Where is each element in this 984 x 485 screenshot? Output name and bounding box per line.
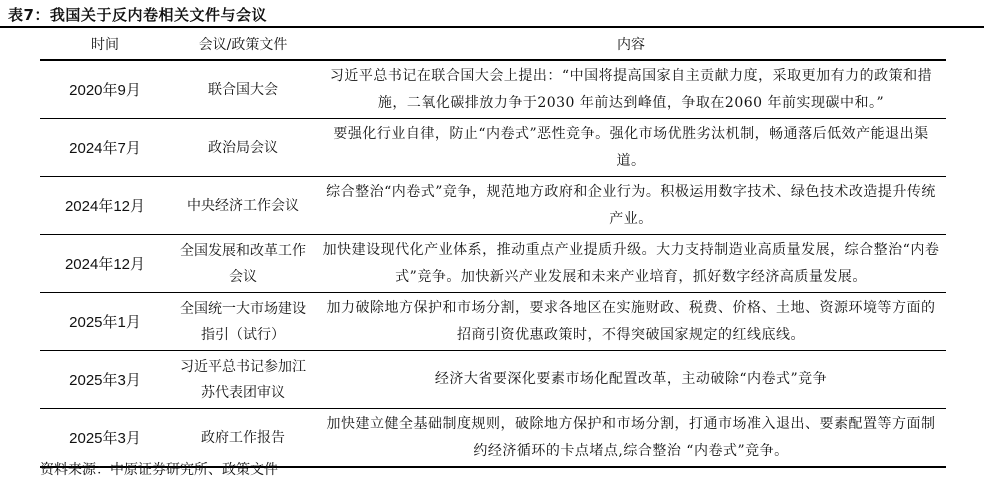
header-content: 内容 [316, 28, 946, 60]
row-time: 2025年3月 [40, 351, 170, 409]
table-row [40, 60, 946, 119]
table-title: 表7：我国关于反内卷相关文件与会议 [8, 6, 267, 24]
row-meeting: 习近平总书记参加江苏代表团审议 [170, 351, 316, 409]
table-header-row [40, 28, 946, 60]
row-time: 2025年1月 [40, 293, 170, 351]
source-note: 资料来源：中原证券研究所、政策文件 [40, 462, 278, 478]
table-row [40, 293, 946, 351]
row-meeting: 政府工作报告 [170, 409, 316, 468]
row-content: 加快建设现代化产业体系，推动重点产业提质升级。大力支持制造业高质量发展，综合整治“内卷式”竞争。加快新兴产业发展和未来产业培育，抓好数字经济高质量发展。 [316, 235, 946, 293]
header-meeting: 会议/政策文件 [170, 28, 316, 60]
row-content: 要强化行业自律，防止“内卷式”恶性竞争。强化市场优胜劣汰机制，畅通落后低效产能退出渠道。 [316, 119, 946, 177]
row-content: 加力破除地方保护和市场分割，要求各地区在实施财政、税费、价格、土地、资源环境等方面的招商引资优惠政策时，不得突破国家规定的红线底线。 [316, 293, 946, 351]
policy-table [40, 28, 946, 468]
row-time: 2025年3月 [40, 409, 170, 468]
table-row [40, 351, 946, 409]
row-time: 2024年12月 [40, 235, 170, 293]
row-time: 2024年7月 [40, 119, 170, 177]
row-content: 综合整治“内卷式”竞争，规范地方政府和企业行为。积极运用数字技术、绿色技术改造提升传统产业。 [316, 177, 946, 235]
row-time: 2020年9月 [40, 60, 170, 119]
header-time: 时间 [40, 28, 170, 60]
row-content: 加快建立健全基础制度规则，破除地方保护和市场分割，打通市场准入退出、要素配置等方面制约经济循环的卡点堵点,综合整治 “内卷式”竞争。 [316, 409, 946, 468]
table-row [40, 235, 946, 293]
row-meeting: 联合国大会 [170, 60, 316, 119]
row-meeting: 全国统一大市场建设指引（试行） [170, 293, 316, 351]
row-content: 经济大省要深化要素市场化配置改革，主动破除“内卷式”竞争 [316, 351, 946, 409]
row-content: 习近平总书记在联合国大会上提出：“中国将提高国家自主贡献力度，采取更加有力的政策和措施，二氧化碳排放力争于2030 年前达到峰值，争取在2060 年前实现碳中和。” [316, 60, 946, 119]
row-meeting: 中央经济工作会议 [170, 177, 316, 235]
row-meeting: 全国发展和改革工作会议 [170, 235, 316, 293]
table-row [40, 177, 946, 235]
row-time: 2024年12月 [40, 177, 170, 235]
row-meeting: 政治局会议 [170, 119, 316, 177]
table-row [40, 119, 946, 177]
